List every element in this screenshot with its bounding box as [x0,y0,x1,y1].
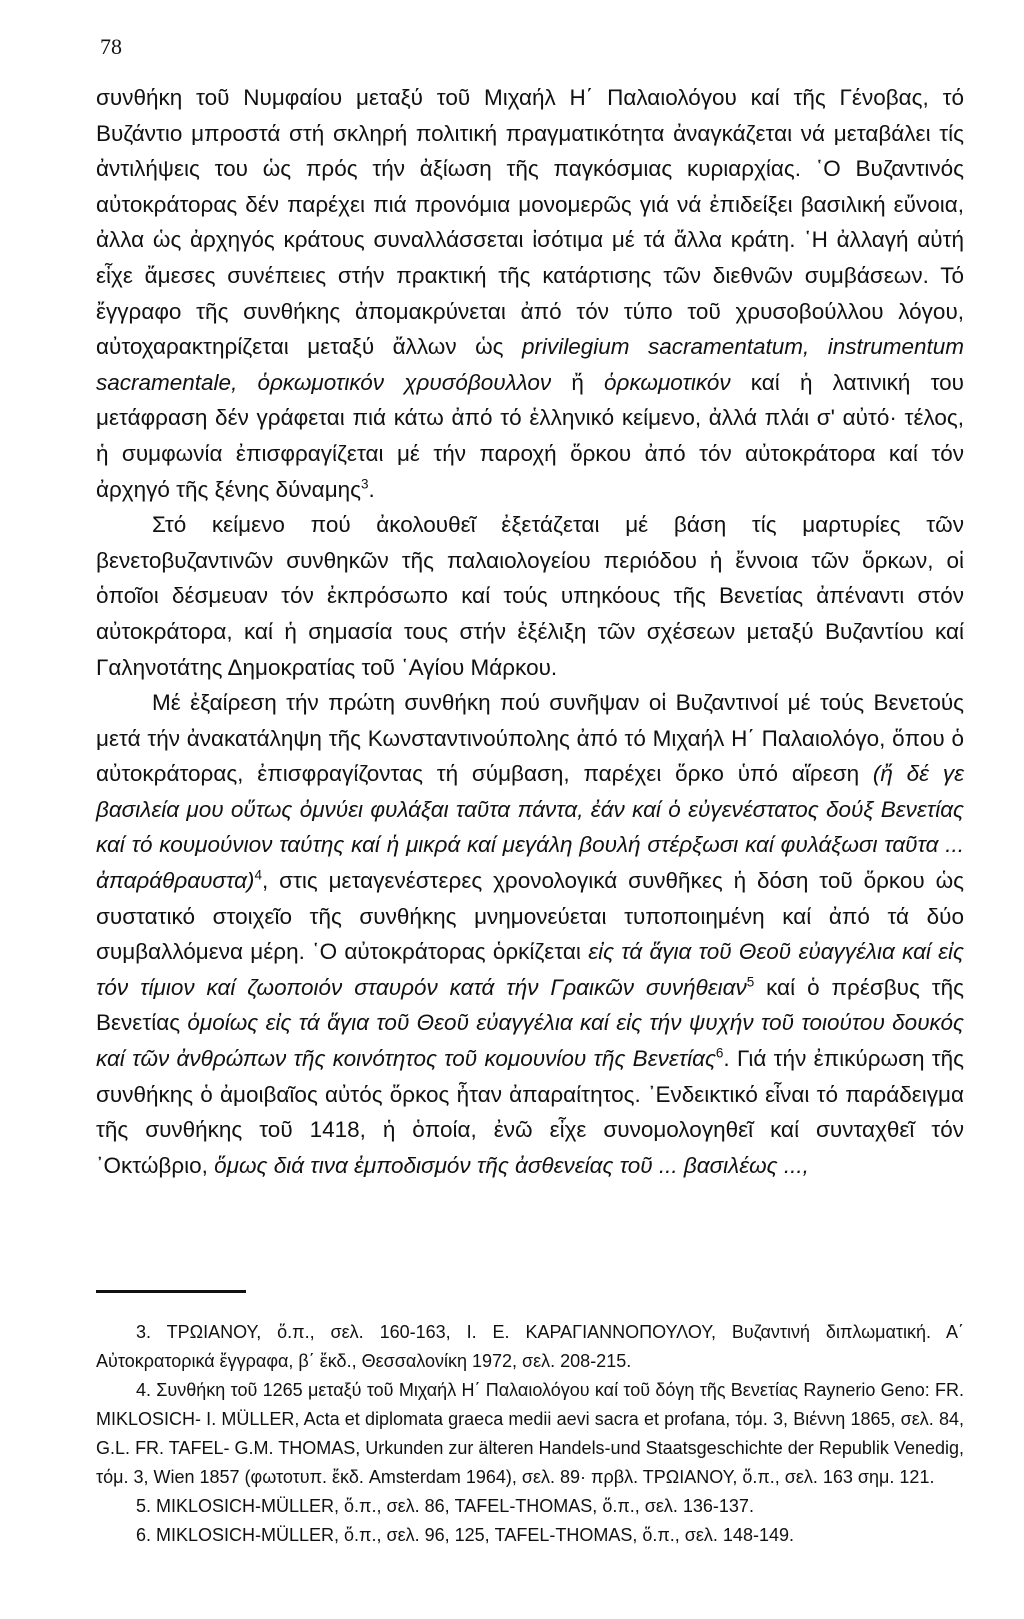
footnote-6: 6. MIKLOSICH-MÜLLER, ὅ.π., σελ. 96, 125, TAFEL-THOMAS, ὅ.π., σελ. 148-149. [136,1525,794,1545]
paragraph-text: Μέ ἐξαίρεση τήν πρώτη συνθήκη πού συνῆψαν οἱ Βυζαντινοί μέ τούς Βενετούς μετά τήν ἀνακατάληψη τῆς Κωνσταντινούπολης ἀπό τό Μιχαήλ Η΄ Παλαιολόγο, ὅπου ὁ αὐτοκράτορας, ἐπισφραγίζοντας τή σύμβαση, παρέχει ὅρκο ὑπό αἵρεση [96,690,964,787]
italic-term: ὁρκωμοτικόν [604,369,731,395]
footnotes [96,1318,964,1550]
italic-term: privilegium sacramentatum, instrumentum sacramentale, ὁρκωμοτικόν χρυσόβουλλον [96,334,964,395]
italic-quote: ὅμως διά τινα ἐμποδισμόν τῆς ἀσθενείας τοῦ ... βασιλέως ..., [214,1152,809,1178]
italic-quote: ὁμοίως εἰς τά ἅγια τοῦ Θεοῦ εὐαγγέλια καί εἰς τήν ψυχήν τοῦ τοιούτου δουκός καί τῶν ἀνθρώπων τῆς κοινότητος τοῦ κομουνίου τῆς Βενετίας [96,1010,964,1072]
paragraph-text: καί ὁ πρέσβυς τῆς Βενετίας [96,974,964,1036]
footnote-ref[interactable]: 4 [254,867,262,883]
page-number: 78 [100,34,122,59]
footnote-4: 4. Συνθήκη τοῦ 1265 μεταξύ τοῦ Μιχαήλ Η΄ Παλαιολόγου καί τοῦ δόγη τῆς Βενετίας Raynerio Geno: FR. MIKLOSICH- I. MÜLLER, Acta et diplomata graeca medii aevi sacra et profana, τόμ. 3, Βιέννη 1865, σελ. 84, G.L. FR. TAFEL- G.M. THOMAS, Urkunden zur älteren Handels-und Staatsgeschichte der Republik Venedig, τόμ. 3, Wien 1857 (φωτοτυπ. ἔκδ. Amsterdam 1964), σελ. 89· πρβλ. ΤΡΩΙΑΝΟΥ, ὅ.π., σελ. 163 σημ. 121. [96,1380,964,1487]
body-text [96,80,964,1183]
footnote-3: 3. ΤΡΩΙΑΝΟΥ, ὅ.π., σελ. 160-163, Ι. Ε. ΚΑΡΑΓΙΑΝΝΟΠΟΥΛΟΥ, Βυζαντινή διπλωματική. Α΄ Αὐτοκρατορικά ἔγγραφα, β΄ ἔκδ., Θεσσαλονίκη 1972, σελ. 208-215. [96,1322,964,1371]
paragraph-2: Στό κείμενο πού ἀκολουθεῖ ἐξετάζεται μέ βάση τίς μαρτυρίες τῶν βενετοβυζαντινῶν συνθηκῶν τῆς παλαιολογείου περιόδου ἡ ἔννοια τῶν ὅρκων, οἱ ὁποῖοι δέσμευαν τόν ἐκπρόσωπο καί τούς υπηκόους τῆς Βενετίας ἀπέναντι στόν αὐτοκράτορα, καί ἡ σημασία τους στήν ἐξέλιξη τῶν σχέσεων μεταξύ Βυζαντίου καί Γαληνοτάτης Δημοκρατίας τοῦ ῾Αγίου Μάρκου. [96,512,964,680]
italic-quote: (ἤ δέ γε βασιλεία μου οὕτως ὀμνύει φυλάξαι ταῦτα πάντα, ἐάν καί ὁ εὐγενέστατος δούξ Βενετίας καί τό κουμούνιον ταύτης καί ἡ μικρά καί μεγάλη βουλή στέρξωσι καί φυλάξωσι ταῦτα ... ἀπαράθραυστα) [96,761,964,894]
italic-quote: εἰς τά ἅγια τοῦ Θεοῦ εὐαγγέλια καί εἰς τόν τίμιον καί ζωοποιόν σταυρόν κατά τήν Γραικῶν συνήθειαν [96,939,964,1000]
footnote-ref[interactable]: 5 [746,974,755,990]
paragraph-text: ἤ [551,369,605,395]
paragraph-text: καί ἡ λατινική του μετάφραση δέν γράφεται πιά κάτω ἀπό τό ἑλληνικό κείμενο, ἀλλά πλάι σ' αὐτό· τέλος, ἡ συμφωνία ἐπισφραγίζεται μέ τήν παροχή ὅρκου ἀπό τόν αὐτοκράτορα καί τόν ἀρχηγό τῆς ξένης δύναμης [96,369,964,502]
footnote-ref[interactable]: 6 [715,1045,724,1061]
footnote-5: 5. MIKLOSICH-MÜLLER, ὅ.π., σελ. 86, TAFEL-THOMAS, ὅ.π., σελ. 136-137. [136,1496,754,1516]
paragraph-1 [96,80,964,507]
footnote-ref[interactable]: 3 [361,476,369,492]
paragraph-3 [96,685,964,1183]
paragraph-text: , στις μεταγενέστερες χρονολογικά συνθῆκες ἡ δόση τοῦ ὅρκου ὡς συστατικό στοιχεῖο τῆς συνθήκης μνημονεύεται τυποποιημένη καί ἀπό τά δύο συμβαλλόμενα μέρη. ῾Ο αὐτοκράτορας ὁρκίζεται [96,868,964,965]
paragraph-text: συνθήκη τοῦ Νυμφαίου μεταξύ τοῦ Μιχαήλ Η΄ Παλαιολόγου καί τῆς Γένοβας, τό Βυζάντιο μπροστά στή σκληρή πολιτική πραγματικότητα ἀναγκάζεται νά μεταβάλει τίς ἀντιλήψεις του ὡς πρός τήν ἀξίωση τῆς παγκόσμιας κυριαρχίας. ῾Ο Βυζαντινός αὐτοκράτορας δέν παρέχει πιά προνόμια μονομερῶς γιά νά ἐπιδείξει βασιλική εὔνοια, ἀλλα ὡς ἀρχηγός κράτους συναλλάσσεται ἰσότιμα μέ τά ἄλλα κράτη. ῾Η ἀλλαγή αὐτή εἶχε ἄμεσες συνέπειες στήν πρακτική τῆς κατάρτισης τῶν διεθνῶν συμβάσεων. Τό ἔγγραφο τῆς συνθήκης ἀπομακρύνεται ἀπό τόν τύπο τοῦ χρυσοβούλλου λόγου, αὐτοχαρακτηρίζεται μεταξύ ἄλλων ὡς [96,85,964,360]
paragraph-text: . Γιά τήν ἐπικύρωση τῆς συνθήκης ὁ ἀμοιβαῖος αὐτός ὅρκος ἦταν ἀπαραίτητος. ᾿Ενδεικτικό εἶναι τό παράδειγμα τῆς συνθήκης τοῦ 1418, ἡ ὁποία, ἐνῶ εἶχε συνομολογηθεῖ καί συνταχθεῖ τόν ᾿Οκτώβριο, [96,1046,964,1178]
footnote-divider [96,1290,246,1293]
paragraph-text: . [368,476,375,502]
